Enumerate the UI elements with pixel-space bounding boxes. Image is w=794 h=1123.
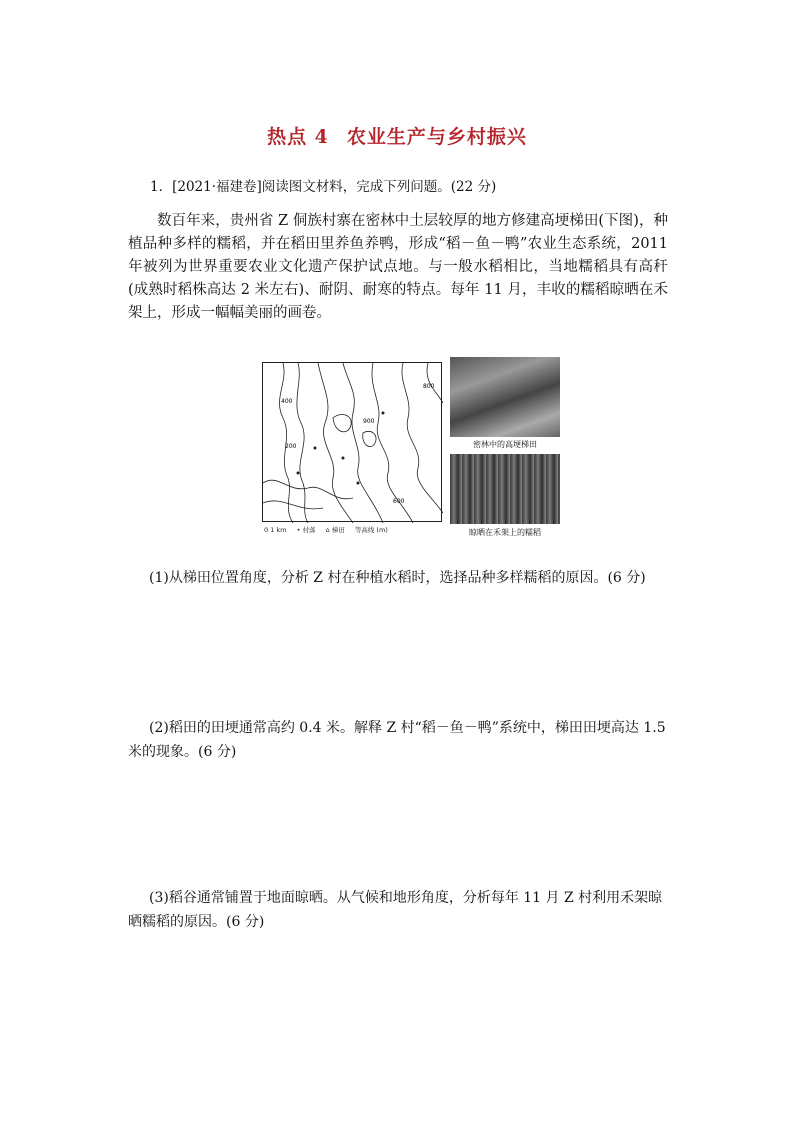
subquestion-3: (3)稻谷通常铺置于地面晾晒。从气候和地形角度，分析每年 11 月 Z 村利用禾架晾晒糯稻的原因。(6 分) (128, 890, 663, 930)
legend-contour: 等高线 (m) (354, 526, 388, 534)
contour-map (262, 362, 446, 532)
legend-scale: 0 1 km (264, 526, 287, 534)
contour-label: 600 (393, 498, 405, 505)
legend-village: • 村落 (296, 526, 316, 534)
map-legend (264, 525, 396, 534)
contour-label: 900 (363, 418, 375, 425)
terrace-photo (450, 357, 560, 437)
title-number: 热点 4 (267, 126, 329, 148)
question-material: 数百年来，贵州省 Z 侗族村寨在密林中土层较厚的地方修建高埂梯田(下图)，种植品种多样的糯稻，并在稻田里养鱼养鸭，形成“稻－鱼－鸭”农业生态系统，2011 年被列为世界重要农业文化遗产保护试点地。与一般水稻相比，当地糯稻具有高秆(成熟时稻株高达 2 米左右)、耐阴、耐寒的特点。每年 11 月，丰收的糯稻晾晒在禾架上，形成一幅幅美丽的画卷。 (128, 213, 668, 321)
legend-terrace: ⌂ 梯田 (325, 526, 345, 534)
drying-rack-photo-caption: 晾晒在禾架上的糯稻 (469, 528, 541, 537)
figure (262, 357, 562, 539)
subquestion-2: (2)稻田的田埂通常高约 0.4 米。解释 Z 村“稻－鱼－鸭”系统中，梯田田埂高达 1.5 米的现象。(6 分) (128, 720, 666, 760)
terrace-photo-caption: 密林中的高埂梯田 (473, 440, 537, 449)
drying-rack-photo (450, 454, 560, 524)
question-heading: 1．[2021·福建卷]阅读图文材料，完成下列问题。(22 分) (150, 179, 497, 195)
contour-label: 400 (281, 398, 293, 405)
subquestion-1: (1)从梯田位置角度，分析 Z 村在种植水稻时，选择品种多样糯稻的原因。(6 分) (149, 570, 646, 586)
contour-lines (263, 363, 443, 523)
map-frame (262, 362, 442, 522)
page-title (0, 122, 794, 149)
contour-label: 200 (285, 443, 297, 450)
title-text: 农业生产与乡村振兴 (346, 126, 527, 148)
contour-label: 800 (423, 383, 435, 390)
